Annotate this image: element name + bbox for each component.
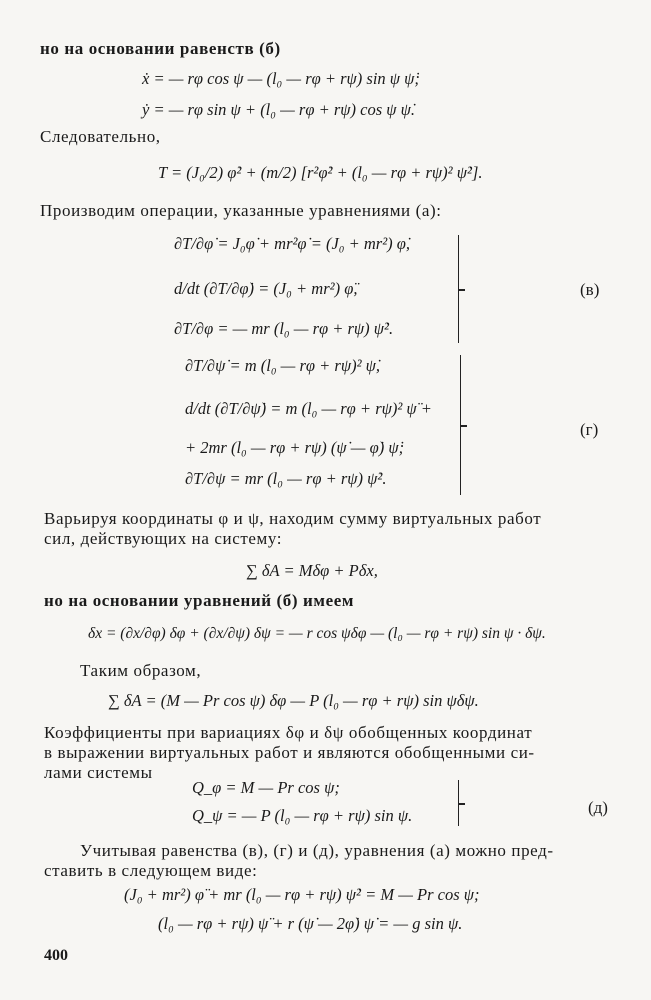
- text-line: но на основании уравнений (б) имеем: [44, 591, 355, 610]
- equation-final-2: (l₀ — rφ + rψ) ψ̈ + r (ψ̇ — 2φ̇) ψ̇ = — g sin ψ.: [158, 914, 463, 933]
- text-line: но на основании равенств (б): [40, 39, 281, 58]
- text-line: в выражении виртуальных работ и являются обобщенными си-: [44, 743, 535, 762]
- text-line: лами системы: [44, 763, 153, 782]
- equation-v3: ∂T/∂φ = — mr (l₀ — rφ + rψ) ψ̇².: [174, 319, 394, 338]
- equation-final-1: (J₀ + mr²) φ̈ + mr (l₀ — rφ + rψ) ψ̇² = M — Pr cos ψ;: [124, 885, 480, 904]
- text-line: Производим операции, указанные уравнениями (а):: [40, 201, 442, 220]
- equation-kinetic-energy: T = (J₀/2) φ̇² + (m/2) [r²φ̇² + (l₀ — rφ + rψ)² ψ̇²].: [158, 163, 483, 182]
- right-brace: [450, 355, 461, 495]
- equation-q-psi: Q_ψ = — P (l₀ — rφ + rψ) sin ψ.: [192, 806, 413, 825]
- text-line: сил, действующих на систему:: [44, 529, 283, 548]
- text-line: Варьируя координаты φ и ψ, находим сумму виртуальных работ: [44, 509, 542, 528]
- equation-g4: ∂T/∂ψ = mr (l₀ — rφ + rψ) ψ̇².: [185, 469, 387, 488]
- text-line: Таким образом,: [80, 661, 202, 680]
- right-brace: [448, 235, 459, 343]
- equation-sum-delta-a: ∑ δA = (M — Pr cos ψ) δφ — P (l₀ — rφ + rψ) sin ψδψ.: [108, 691, 479, 710]
- equation-virtual-work: ∑ δA = Mδφ + Pδx,: [246, 561, 378, 580]
- text-line: Коэффициенты при вариациях δφ и δψ обобщенных координат: [44, 723, 533, 742]
- equation-q-phi: Q_φ = M — Pr cos ψ;: [192, 778, 340, 797]
- equation-delta-x: δx = (∂x/∂φ) δφ + (∂x/∂ψ) δψ = — r cos ψδφ — (l₀ — rφ + rψ) sin ψ · δψ.: [88, 625, 546, 642]
- text-line: Следовательно,: [40, 127, 161, 146]
- equation-v2: d/dt (∂T/∂φ̇) = (J₀ + mr²) φ̈,: [174, 279, 358, 298]
- equation-g1: ∂T/∂ψ̇ = m (l₀ — rφ + rψ)² ψ̇,: [185, 356, 381, 375]
- page-number: 400: [44, 947, 68, 964]
- text-line: Учитывая равенства (в), (г) и (д), уравнения (а) можно пред-: [80, 841, 554, 860]
- equation-v1: ∂T/∂φ̇ = J₀φ̇ + mr²φ̇ = (J₀ + mr²) φ̇,: [174, 234, 411, 253]
- equation-x-dot: ẋ = — rφ cos ψ — (l₀ — rφ + rψ) sin ψ ψ̇;: [142, 69, 420, 88]
- equation-g3: + 2mr (l₀ — rφ + rψ) (ψ̇ — φ̇) ψ̇;: [185, 438, 405, 457]
- right-brace: [448, 780, 459, 826]
- equation-g2: d/dt (∂T/∂ψ̇) = m (l₀ — rφ + rψ)² ψ̈ +: [185, 399, 432, 418]
- text-line: ставить в следующем виде:: [44, 861, 258, 880]
- equation-tag-d: (д): [588, 798, 608, 817]
- equation-y-dot: ẏ = — rφ sin ψ + (l₀ — rφ + rψ) cos ψ ψ̇.: [142, 100, 416, 119]
- equation-tag-v: (в): [580, 280, 600, 299]
- equation-tag-g: (г): [580, 420, 599, 439]
